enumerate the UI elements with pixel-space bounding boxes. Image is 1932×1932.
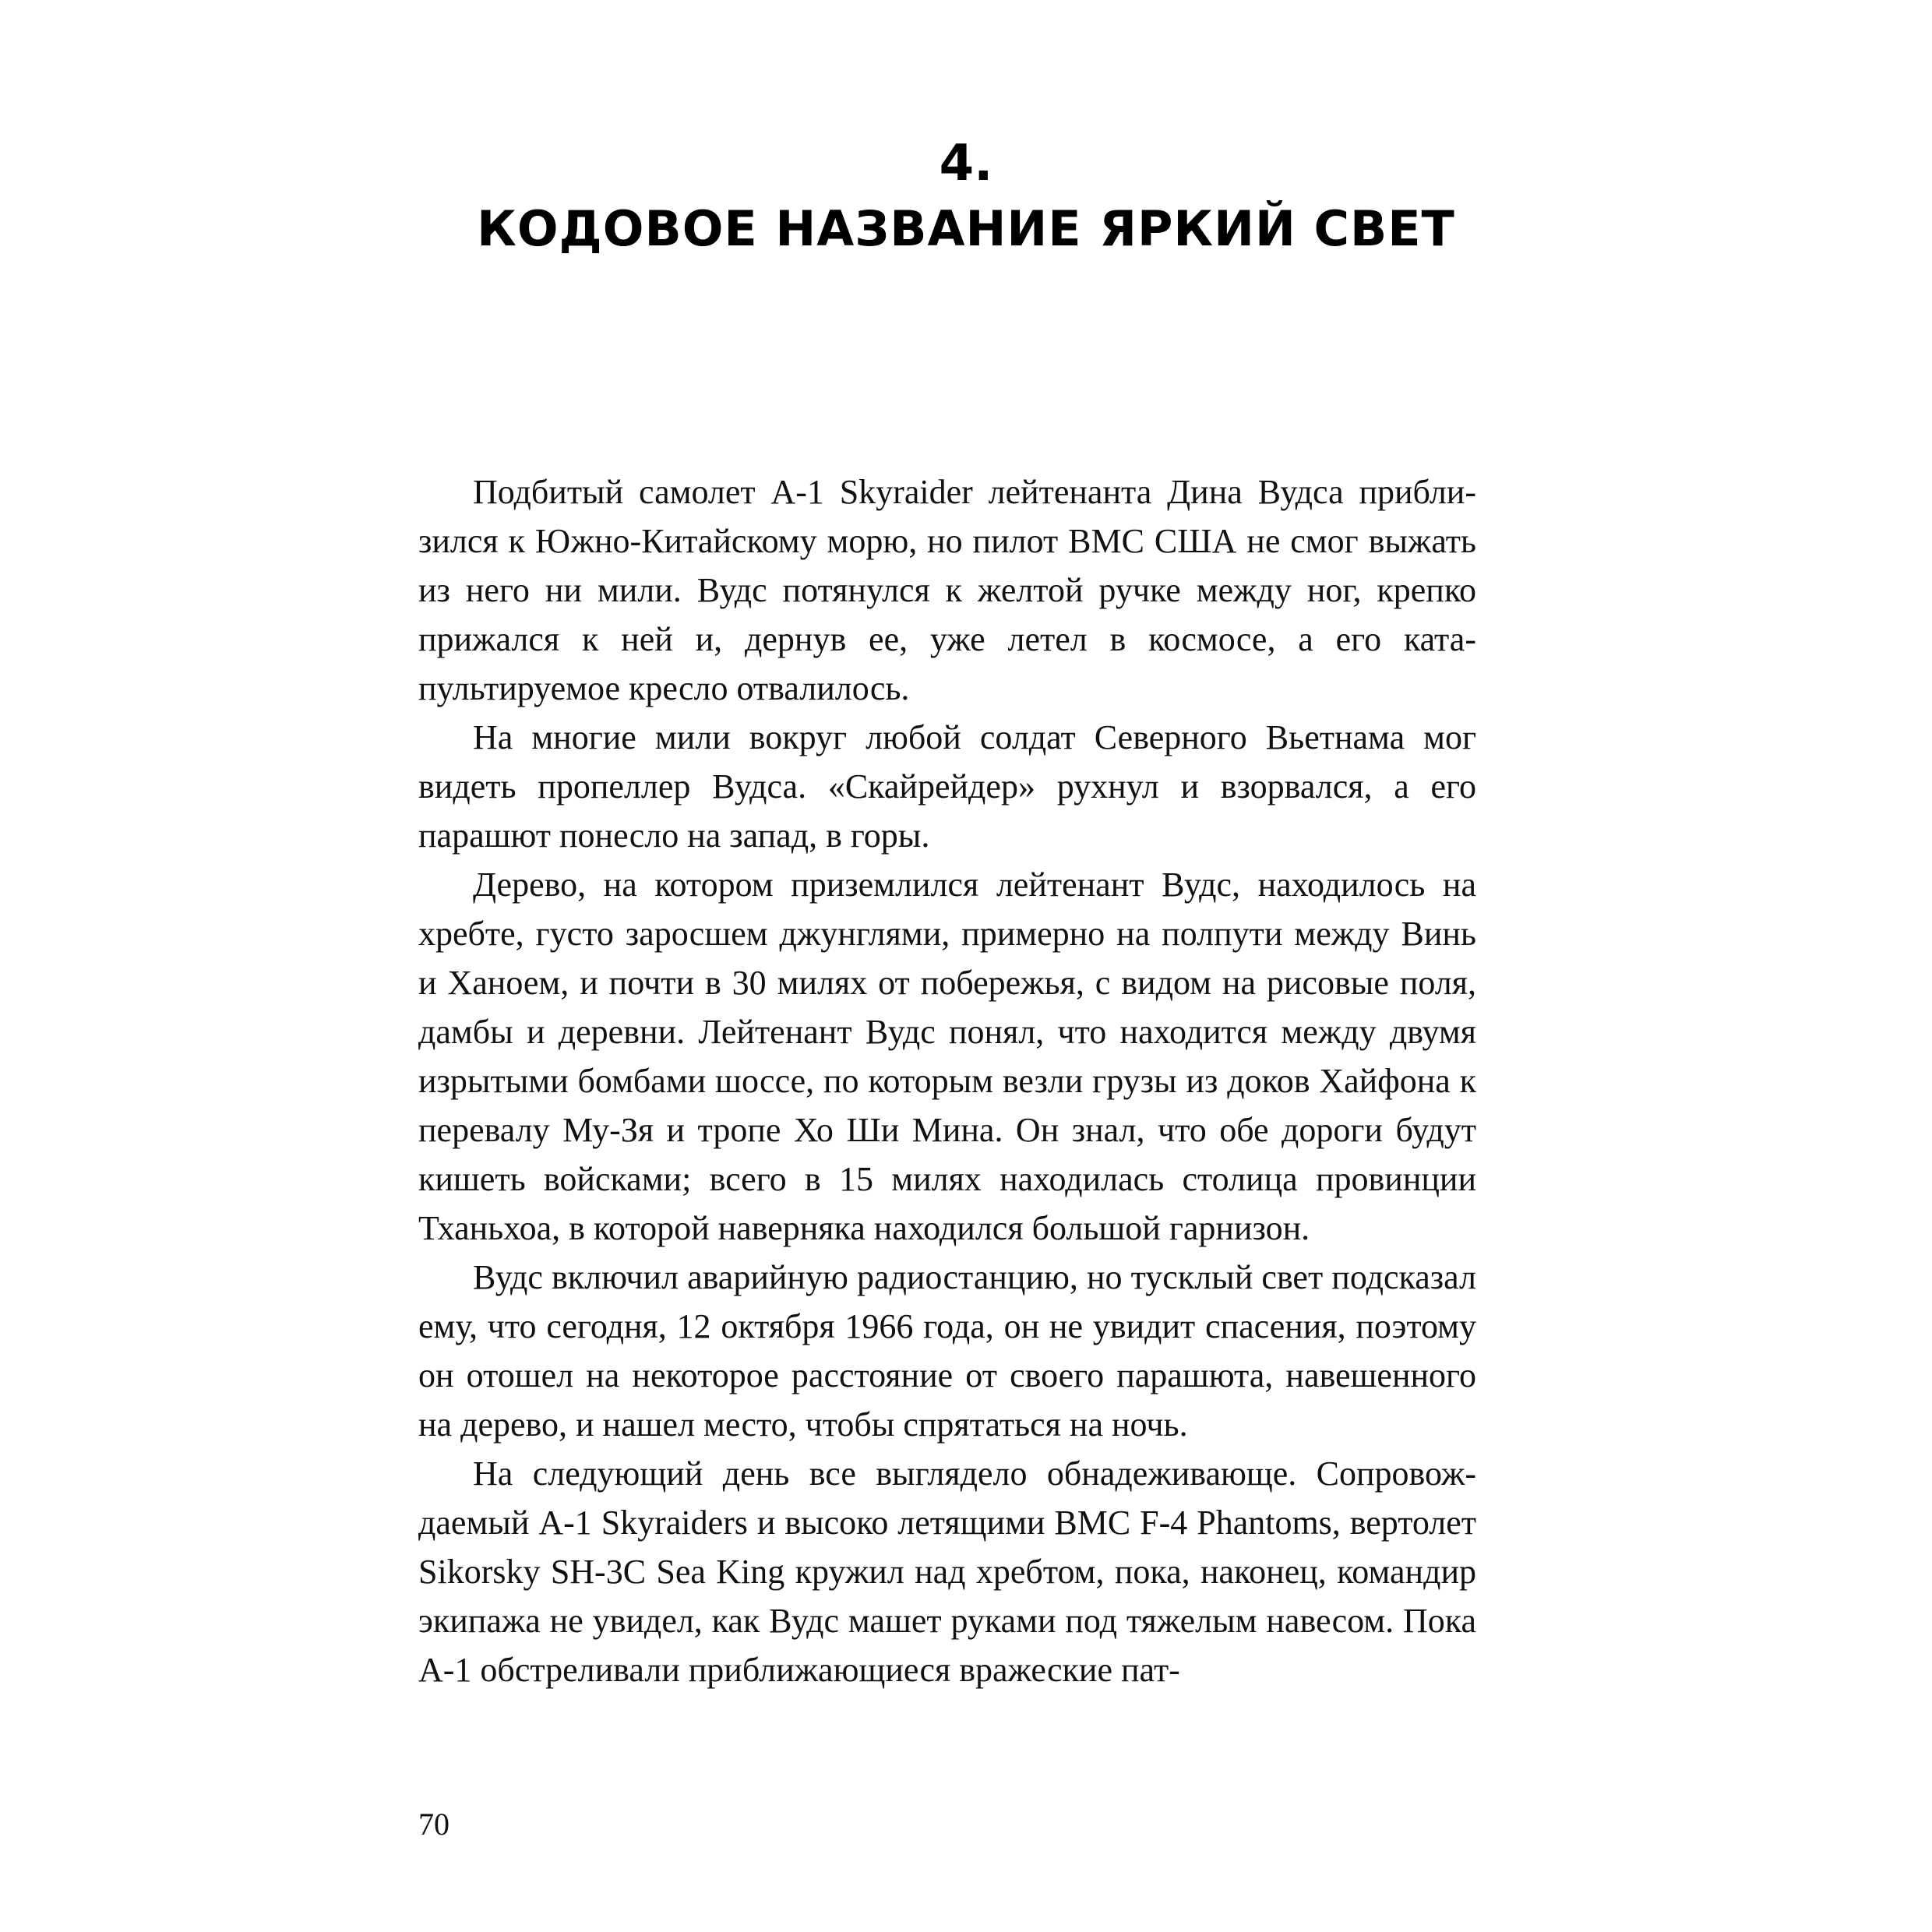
paragraph: Подбитый самолет A-1 Skyraider лейтенанта Дина Вудса приблизился к Южно-Китайскому морю, но пилот ВМС США не смог выжать из него ни мили. Вудс потянулся к желтой ручке между ног, крепко прижался к ней и, дернув ее, уже летел в космосе, а его катапультируемое кресло отвалилось. [418, 473, 1476, 707]
body-text [418, 467, 1476, 1694]
page-number: 70 [418, 1807, 450, 1842]
chapter-title: КОДОВОЕ НАЗВАНИЕ ЯРКИЙ СВЕТ [477, 200, 1455, 257]
paragraph: На следующий день все выглядело обнадеживающе. Сопровождаемый A-1 Skyraiders и высоко летящими ВМС F-4 Phantoms, вертолет Sikorsky SH-3C Sea King кружил над хребтом, пока, наконец, командир экипажа не увидел, как Вудс машет руками под тяжелым навесом. Пока A-1 обстреливали приближающиеся вражеские пат- [418, 1454, 1476, 1689]
chapter-number: 4. [939, 135, 993, 192]
paragraph: Вудс включил аварийную радиостанцию, но тусклый свет подсказал ему, что сегодня, 12 октября 1966 года, он не увидит спасения, поэтому он отошел на некоторое расстояние от своего парашюта, навешенного на дерево, и нашел место, чтобы спрятаться на ночь. [418, 1258, 1476, 1444]
paragraph: На многие мили вокруг любой солдат Северного Вьетнама мог видеть пропеллер Вудса. «Скайрейдер» рухнул и взорвался, а его парашют понесло на запад, в горы. [418, 718, 1476, 855]
paragraph: Дерево, на котором приземлился лейтенант Вудс, находилось на хребте, густо заросшем джунглями, примерно на полпути между Винь и Ханоем, и почти в 30 милях от побережья, с видом на рисовые поля, дамбы и деревни. Лейтенант Вудс понял, что находится между двумя изрытыми бомбами шоссе, по которым везли грузы из доков Хайфона к перевалу Му-Зя и тропе Хо Ши Мина. Он знал, что обе дороги будут кишеть войсками; всего в 15 милях находилась столица провинции Тханьхоа, в которой наверняка находился большой гарнизон. [418, 866, 1476, 1247]
